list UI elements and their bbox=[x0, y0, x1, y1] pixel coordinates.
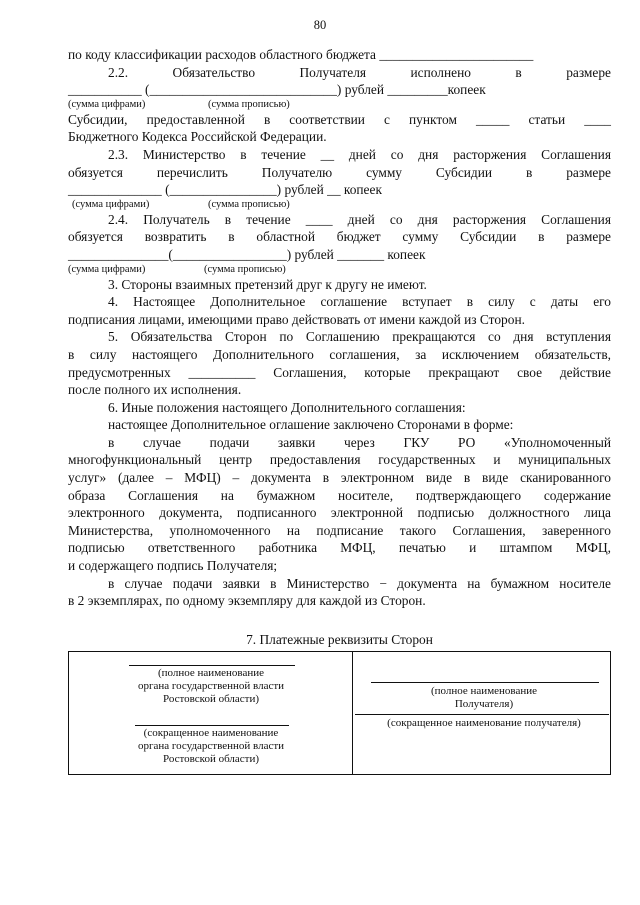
sum-captions bbox=[68, 99, 611, 111]
caption-digits: (сумма цифрами) bbox=[68, 263, 146, 275]
section-7-title: 7. Платежные реквизиты Сторон bbox=[246, 632, 433, 647]
text-line: подписью ответственного работника МФЦ, печатью и штампом МФЦ, bbox=[68, 540, 611, 556]
text-line: Министерства, уполномоченного на подписание такого Соглашения, заверенного bbox=[68, 522, 611, 538]
text-line: образа Соглашения на бумажном носителе, подтверждающего содержание bbox=[68, 487, 611, 503]
clause-4: 4. Настоящее Дополнительное соглашение вступает в силу с даты его bbox=[108, 294, 611, 310]
text-line: Бюджетного Кодекса Российской Федерации. bbox=[68, 129, 327, 145]
sum-captions bbox=[68, 199, 611, 211]
caption-line: (сокращенное наименование bbox=[143, 727, 279, 739]
text-line: в силу настоящего Дополнительного соглашения, за исключением обязательств, bbox=[68, 346, 611, 362]
text-line: подписания лицами, имеющими право действовать от имени каждой из Сторон. bbox=[68, 311, 525, 327]
caption-words: (сумма прописью) bbox=[208, 198, 290, 210]
text-line: ___________ (____________________________) рублей _________копеек bbox=[68, 82, 486, 98]
left-full-name-caption bbox=[89, 667, 333, 706]
clause-5: 5. Обязательства Сторон по Соглашению прекращаются со дня вступления bbox=[108, 329, 611, 345]
sum-captions bbox=[68, 264, 611, 276]
caption-line: (полное наименование bbox=[430, 685, 538, 697]
signature-line bbox=[355, 714, 609, 715]
text-line: Субсидии, предоставленной в соответствии с пунктом _____ статьи ____ bbox=[68, 111, 611, 127]
clause-6: 6. Иные положения настоящего Дополнительного соглашения: bbox=[108, 399, 466, 415]
text-line: настоящее Дополнительное оглашение заключено Сторонами в форме: bbox=[108, 417, 514, 433]
signature-line bbox=[135, 725, 289, 726]
right-short-name-caption: (сокращенное наименование получателя) bbox=[387, 717, 581, 729]
caption-line: Ростовской области) bbox=[162, 753, 260, 765]
clause-2-2: 2.2. Обязательство Получателя исполнено в размере bbox=[108, 64, 611, 80]
caption-line: органа государственной власти bbox=[137, 680, 285, 692]
clause-3: 3. Стороны взаимных претензий друг к другу не имеют. bbox=[108, 276, 427, 292]
signature-line bbox=[129, 665, 295, 666]
text-line: предусмотренных __________ Соглашения, которые прекращают свое действие bbox=[68, 364, 611, 380]
clause-2-4: 2.4. Получатель в течение ____ дней со дня расторжения Соглашения bbox=[108, 211, 611, 227]
text-line: обязуется возвратить в областной бюджет сумму Субсидии в размере bbox=[68, 229, 611, 245]
text-line: электронного документа, подписанного электронной подписью должностного лица bbox=[68, 505, 611, 521]
text-line: после полного их исполнения. bbox=[68, 382, 242, 398]
caption-line: (полное наименование bbox=[157, 667, 265, 679]
caption-digits: (сумма цифрами) bbox=[72, 198, 150, 210]
caption-words: (сумма прописью) bbox=[204, 263, 286, 275]
signature-line bbox=[371, 682, 599, 683]
caption-line: Ростовской области) bbox=[162, 693, 260, 705]
text-line: _______________(_________________) рублей _______ копеек bbox=[68, 246, 426, 262]
text-line: в 2 экземплярах, по одному экземпляру для каждой из Сторон. bbox=[68, 593, 426, 609]
text-line: по коду классификации расходов областного бюджета _______________________ bbox=[68, 47, 534, 62]
payment-details-table bbox=[68, 651, 611, 775]
text-line: услуг» (далее – МФЦ) – документа в электронном виде в виде сканированного bbox=[68, 470, 611, 486]
caption-line: Получателя) bbox=[454, 698, 514, 710]
caption-words: (сумма прописью) bbox=[208, 98, 290, 110]
document-body bbox=[68, 46, 611, 610]
text-line: в случае подачи заявки в Министерство − документа на бумажном носителе bbox=[108, 575, 611, 591]
text-line: обязуется перечислить Получателю сумму Субсидии в размере bbox=[68, 164, 611, 180]
text-line: многофункциональный центр предоставления государственных и муниципальных bbox=[68, 452, 611, 468]
text-line: и содержащего подпись Получателя; bbox=[68, 558, 278, 574]
caption-digits: (сумма цифрами) bbox=[68, 98, 146, 110]
text-line: ______________ (________________) рублей __ копеек bbox=[68, 182, 382, 198]
left-short-name-caption bbox=[89, 727, 333, 766]
clause-2-3: 2.3. Министерство в течение __ дней со дня расторжения Соглашения bbox=[108, 146, 611, 162]
right-full-name-caption bbox=[359, 685, 609, 711]
text-line: в случае подачи заявки через ГКУ РО «Уполномоченный bbox=[108, 434, 611, 450]
page-number: 80 bbox=[313, 18, 327, 32]
column-divider bbox=[352, 652, 353, 774]
caption-line: органа государственной власти bbox=[137, 740, 285, 752]
